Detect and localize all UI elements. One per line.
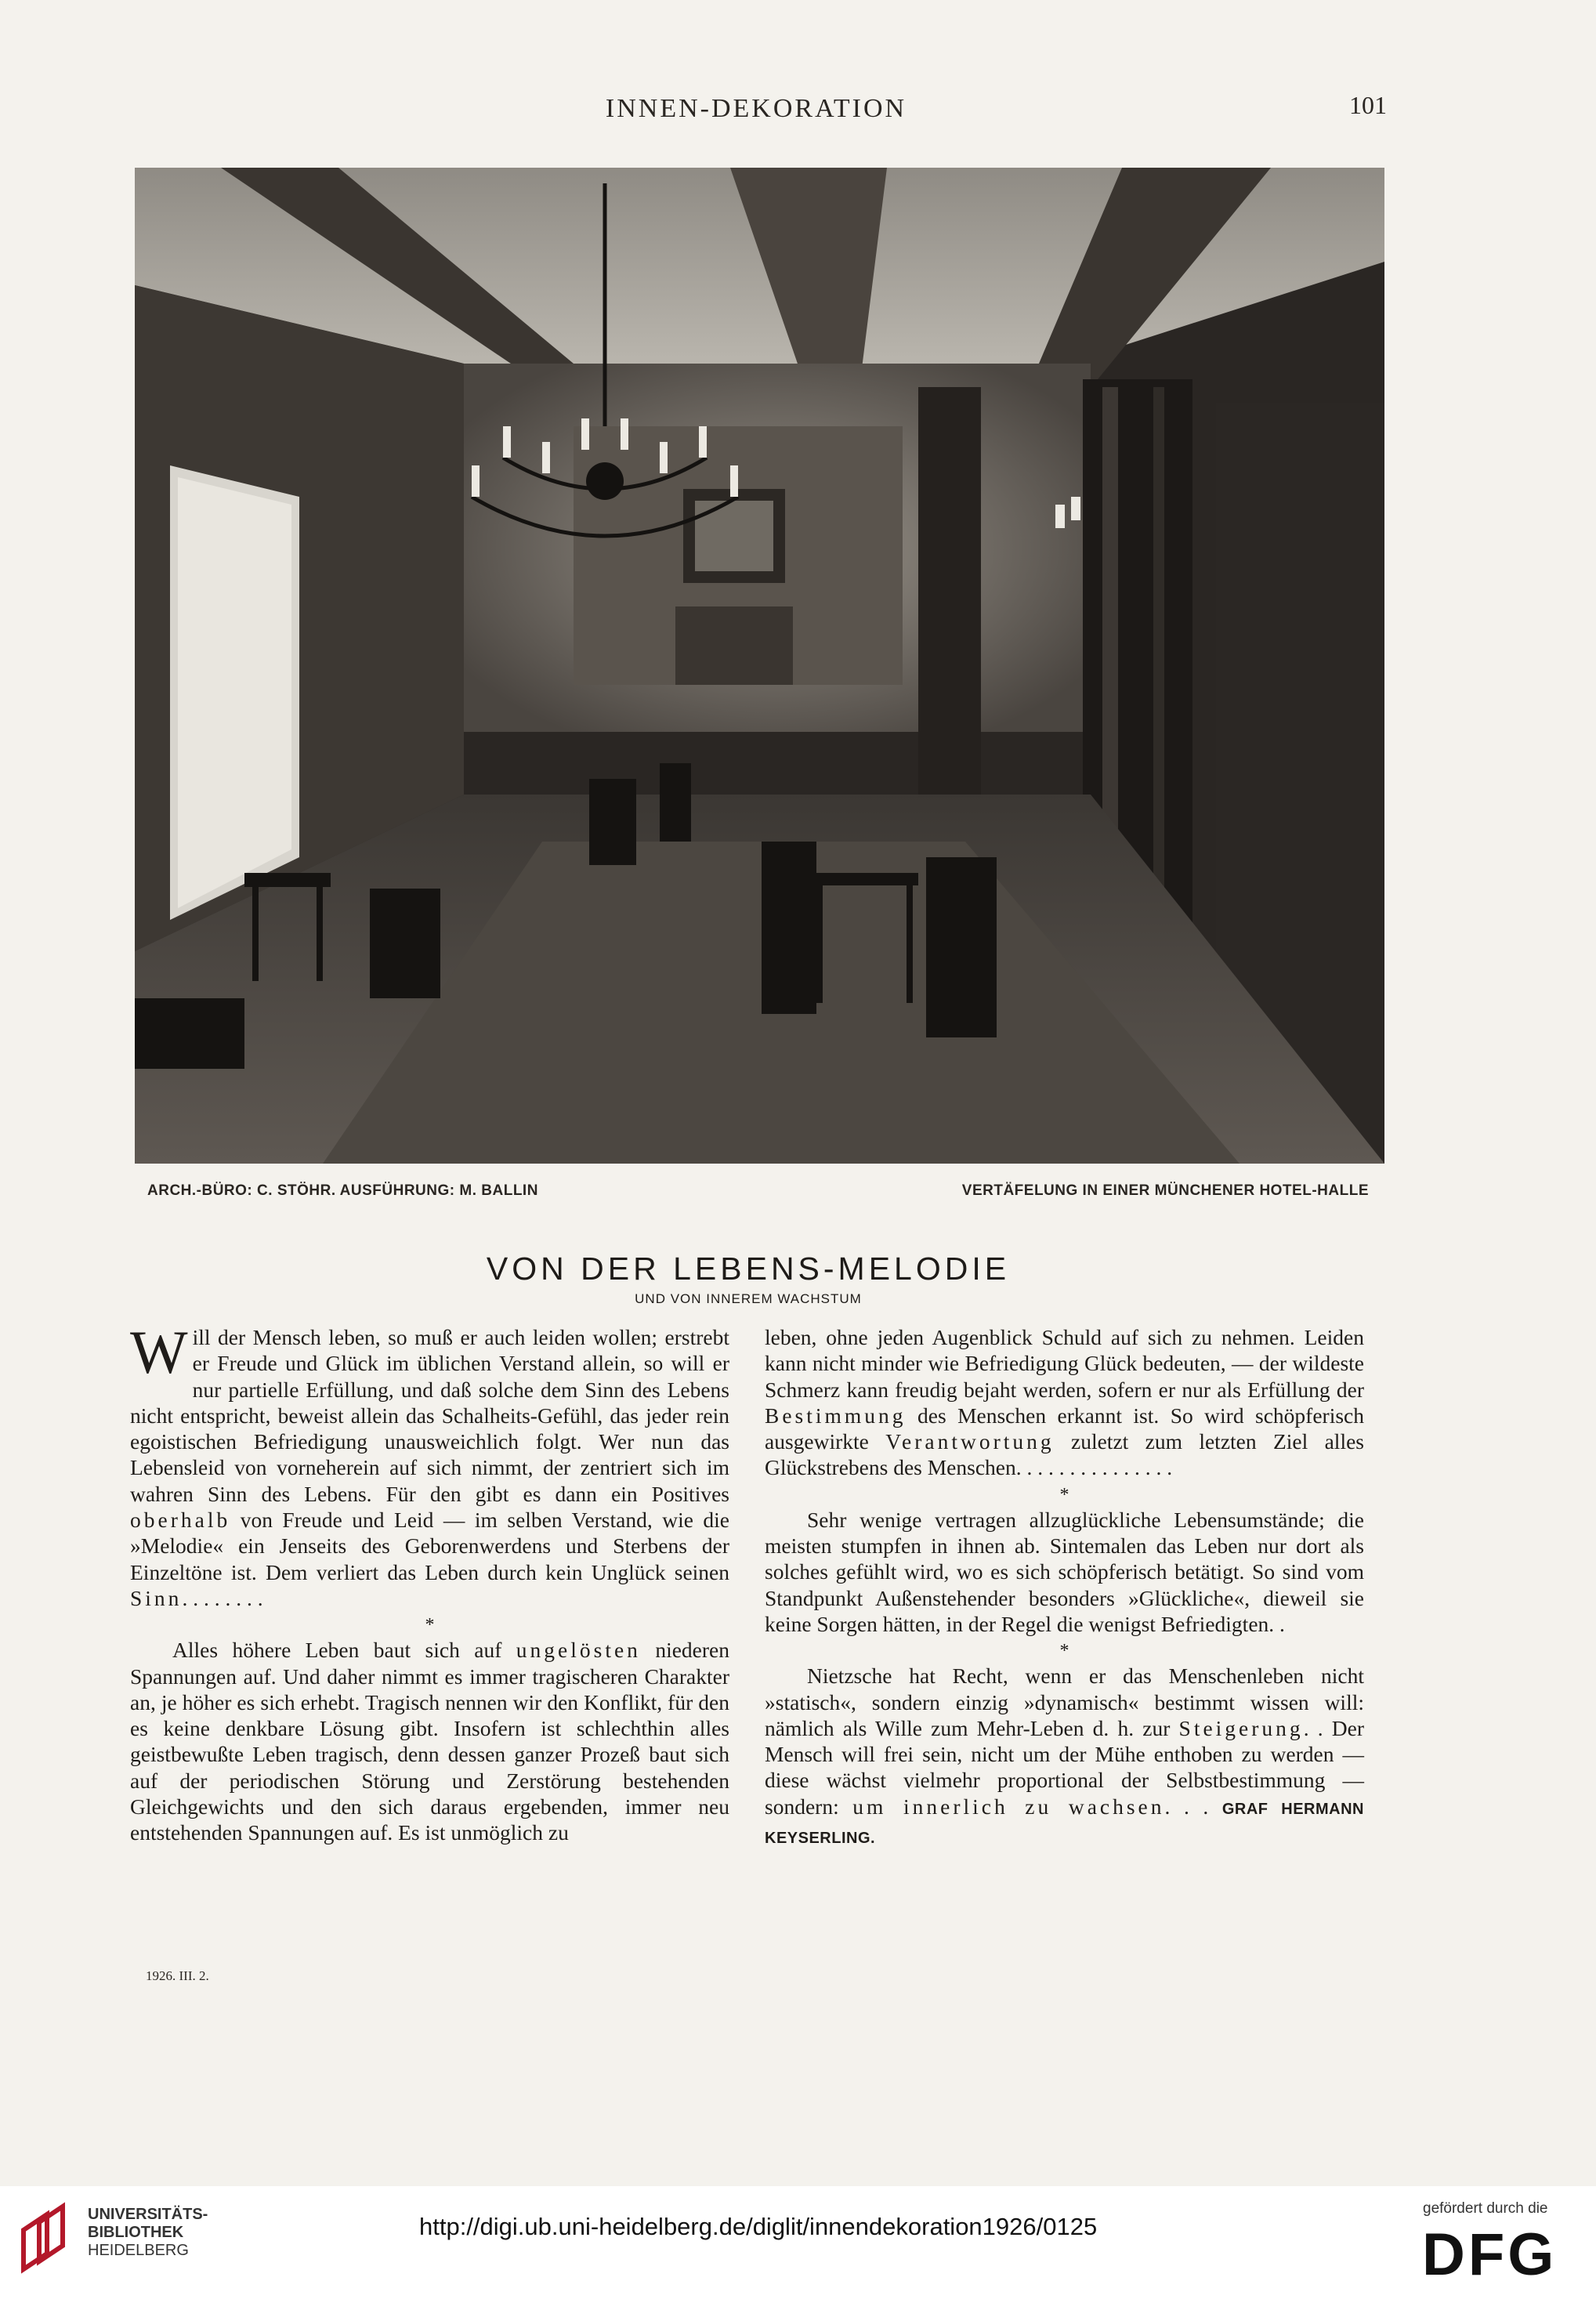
hotel-hall-photograph — [135, 168, 1384, 1164]
library-name-line: HEIDELBERG — [88, 2242, 189, 2259]
text-run: des Menschen erkannt ist. So wird schöpferisch ausgewirkte — [765, 1403, 1364, 1454]
section-star: * — [1059, 1641, 1069, 1662]
paragraph-2 — [130, 1637, 729, 1845]
text-run: Alles höhere Leben baut sich auf — [172, 1638, 516, 1663]
text-run: . . . . . . . . — [182, 1585, 263, 1610]
text-run: . . Der Mensch will frei sein, nicht um der Mühe enthoben zu werden — diese wächst vielmehr proportional der Selbstbestimmung — sondern: — [765, 1715, 1364, 1819]
article-title: VON DER LEBENS-MELODIE — [486, 1251, 1011, 1287]
section-star: * — [425, 1615, 435, 1636]
text-column-left — [130, 1318, 729, 1846]
permalink-url[interactable]: http://digi.ub.uni-heidelberg.de/diglit/innendekoration1926/0125 — [419, 2213, 1098, 2240]
funded-by-label: gefördert durch die — [1423, 2200, 1548, 2217]
spaced-emphasis: Verantwortung — [885, 1429, 1055, 1454]
photo-credit-caption: ARCH.-BÜRO: C. STÖHR. AUSFÜHRUNG: M. BALLIN — [147, 1182, 538, 1199]
article-subtitle: UND VON INNEREM WACHSTUM — [635, 1291, 862, 1306]
spaced-emphasis: Bestimmung — [765, 1403, 907, 1428]
drop-cap: W — [130, 1318, 188, 1386]
spaced-emphasis: Steigerung — [1178, 1715, 1304, 1740]
text-run: von Freude und Leid — im selben Verstand, wie die »Melodie« ein Jenseits des Geborenwerdens und Sterbens der Einzeltöne ist. Dem verliert das Leben durch kein Unglück seinen — [130, 1508, 729, 1584]
paragraph-1 — [130, 1318, 729, 1611]
viewer-footer — [0, 2186, 1596, 2299]
dfg-logo[interactable]: DFG — [1422, 2221, 1558, 2288]
paragraph-5 — [765, 1663, 1364, 1852]
text-column-right — [765, 1324, 1364, 1852]
running-title: INNEN-DEKORATION — [605, 94, 907, 123]
library-name-line: UNIVERSITÄTS- — [88, 2206, 208, 2223]
photo-title-caption: VERTÄFELUNG IN EINER MÜNCHENER HOTEL-HALLE — [961, 1182, 1369, 1199]
spaced-emphasis: Sinn — [130, 1585, 183, 1610]
issue-imprint: 1926. III. 2. — [146, 1968, 209, 1983]
spaced-emphasis: oberhalb — [130, 1508, 231, 1533]
paragraph-3 — [765, 1324, 1364, 1481]
spaced-emphasis: um innerlich zu wachsen — [852, 1794, 1165, 1819]
text-run: niederen Spannungen auf. Und daher nimmt es immer tragischeren Charakter an, je höher es sich erhebt. Tragisch nennen wir den Konflikt, für den es keine denkbare Lösung gibt. Insofern ist schlechthin alles geistbewußte Leben tragisch, denn dessen ganzer Prozeß baut sich auf der periodischen Störung und Zerstörung bestehenden Gleichgewichts und den sich daraus ergebenden, immer neu entstehenden Spannungen auf. Es ist unmöglich zu — [130, 1638, 729, 1845]
text-run: . . . — [1164, 1794, 1222, 1819]
university-library-logo-icon[interactable] — [16, 2199, 78, 2277]
spaced-emphasis: ungelösten — [516, 1638, 641, 1663]
university-library-name[interactable] — [88, 2206, 208, 2260]
text-run: zuletzt zum letzten Ziel alles Glückstrebens des Menschen. . . . . . . . . . . . . . . — [765, 1429, 1364, 1480]
section-star: * — [1059, 1484, 1069, 1505]
paragraph-4: Sehr wenige vertragen allzuglückliche Lebensumstände; die meisten stumpfen in ihnen ab. Sintemalen das Leben nur dort als solches gefühlt wird, wo es sich schöpferisch betätigt. So sind vom Standpunkt Außenstehender besonders »Glückliche«, dieweil sie keine Sorgen hätten, in der Regel die wenigst Befriedigten. . — [765, 1507, 1364, 1636]
author-signature: GRAF HERMANN KEYSERLING. — [765, 1800, 1364, 1848]
page-number: 101 — [1349, 91, 1387, 119]
library-name-line: BIBLIOTHEK — [88, 2224, 184, 2241]
text-run: ill der Mensch leben, so muß er auch leiden wollen; erstrebt er Freude und Glück im üblichen Verstand allein, so will er nur partielle Erfüllung, und daß solche dem Sinn des Lebens nicht entspricht, beweist allein das Schalheits-Gefühl, das jeder rein egoistischen Befriedigung unausweichlich folgt. Wer nun das Lebensleid von vorneherein auf sich nimmt, der zentriert sich im wahren Sinn des Lebens. Für den gibt es dann ein Positives — [130, 1325, 729, 1506]
text-run: leben, ohne jeden Augenblick Schuld auf sich zu nehmen. Leiden kann nicht minder wie Befriedigung Glück bedeuten, — der wildeste Schmerz kann freudig bejaht werden, sofern er nur als Erfüllung der — [765, 1325, 1364, 1402]
text-run: Nietzsche hat Recht, wenn er das Menschenleben nicht »statisch«, sondern einzig »dynamisch« bestimmt wissen will: nämlich als Wille zum Mehr-Leben d. h. zur — [765, 1664, 1364, 1740]
